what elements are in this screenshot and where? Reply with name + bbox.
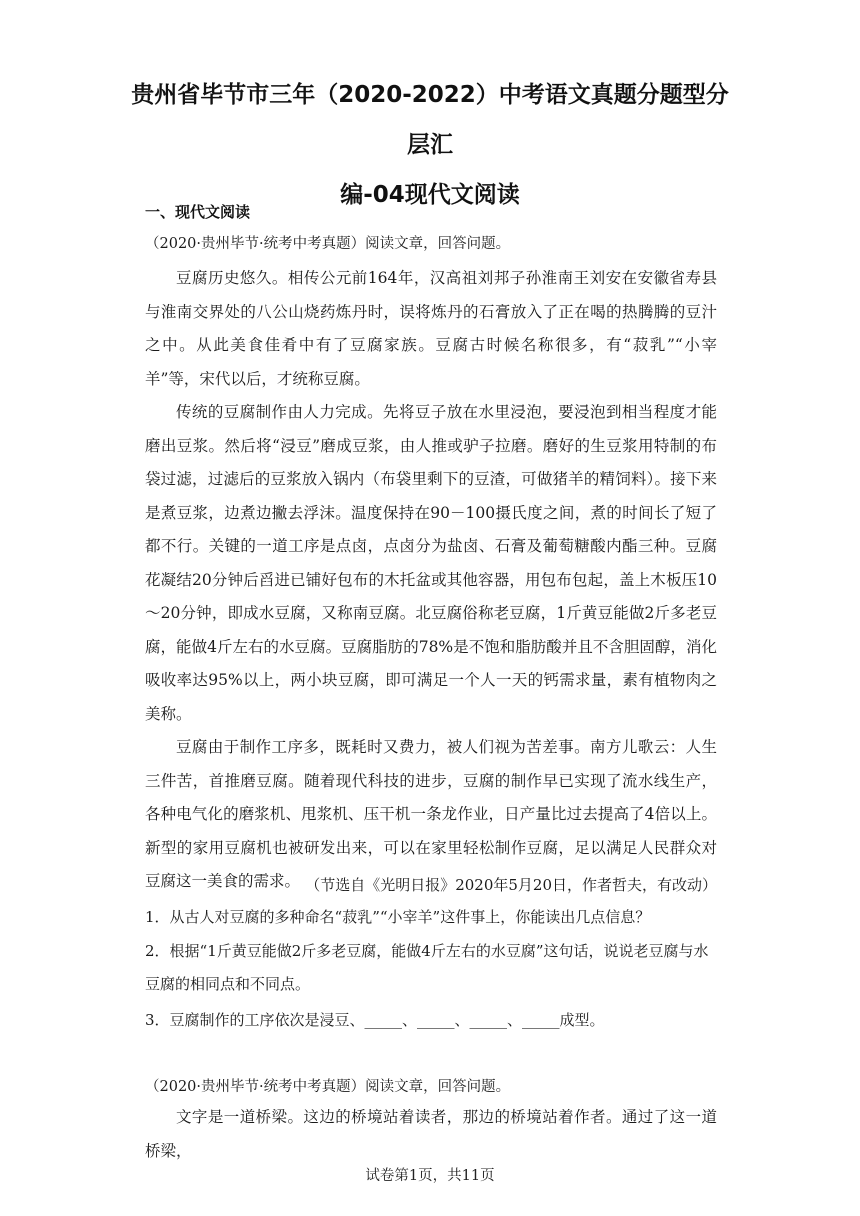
passage2-source: （2020·贵州毕节·统考中考真题）阅读文章，回答问题。 [145,1079,511,1095]
passage1-paragraph-1: 豆腐历史悠久。相传公元前164年，汉高祖刘邦子孙淮南王刘安在安徽省寿县与淮南交界处的八公山烧药炼丹时，误将炼丹的石膏放入了正在喝的热腾腾的豆汁之中。从此美食佳肴中有了豆腐家族。豆腐古时候名称很多，有“菽乳”“小宰羊”等，宋代以后，才统称豆腐。 [145,269,717,388]
question-1: 1．从古人对豆腐的多种命名“菽乳”“小宰羊”这件事上，你能读出几点信息？ [145,908,651,926]
passage1-citation: （节选自《光明日报》2020年5月20日，作者哲夫，有改动） [305,876,717,894]
passage1-paragraph-2: 传统的豆腐制作由人力完成。先将豆子放在水里浸泡，要浸泡到相当程度才能磨出豆浆。然后将“浸豆”磨成豆浆，由人推或驴子拉磨。磨好的生豆浆用特制的布袋过滤，过滤后的豆浆放入锅内（布袋里剩下的豆渣，可做猪羊的精饲料）。接下来是煮豆浆，边煮边撇去浮沫。温度保持在90－100摄氏度之间，煮的时间长了短了都不行。关键的一道工序是点卤，点卤分为盐卤、石膏及葡萄糖酸内酯三种。豆腐花凝结20分钟后舀进已铺好包布的木托盆或其他容器，用包布包起，盖上木板压10～20分钟，即成水豆腐，又称南豆腐。北豆腐俗称老豆腐，1斤黄豆能做2斤多老豆腐，能做4斤左右的水豆腐。豆腐脂肪的78%是不饱和脂肪酸并且不含胆固醇，消化吸收率达95%以上，两小块豆腐，即可满足一个人一天的钙需求量，素有植物肉之美称。 [145,403,717,723]
document-title [120,70,740,220]
passage1-paragraph-3: 豆腐由于制作工序多，既耗时又费力，被人们视为苦差事。南方儿歌云：人生三件苦，首推磨豆腐。随着现代科技的进步，豆腐的制作早已实现了流水线生产，各种电气化的磨浆机、甩浆机、压干机一条龙作业，日产量比过去提高了4倍以上。新型的家用豆腐机也被研发出来，可以在家里轻松制作豆腐，足以满足人民群众对豆腐这一美食的需求。 [145,738,717,890]
question-2: 2．根据“1斤黄豆能做2斤多老豆腐，能做4斤左右的水豆腐”这句话，说说老豆腐与水豆腐的相同点和不同点。 [145,942,709,993]
question-3: 3．豆腐制作的工序依次是浸豆、_____、_____、_____、_____成型。 [145,1011,605,1029]
page-footer: 试卷第1页，共11页 [365,1168,495,1184]
passage2-first-line: 文字是一道桥梁。这边的桥境站着读者，那边的桥境站着作者。通过了这一道桥梁， [145,1108,717,1160]
section-heading: 一、现代文阅读 [145,203,251,221]
passage1-source: （2020·贵州毕节·统考中考真题）阅读文章，回答问题。 [145,236,511,252]
title-line-2: 编-04现代文阅读 [340,182,520,208]
title-line-1: 贵州省毕节市三年（2020-2022）中考语文真题分题型分层汇 [131,82,729,158]
